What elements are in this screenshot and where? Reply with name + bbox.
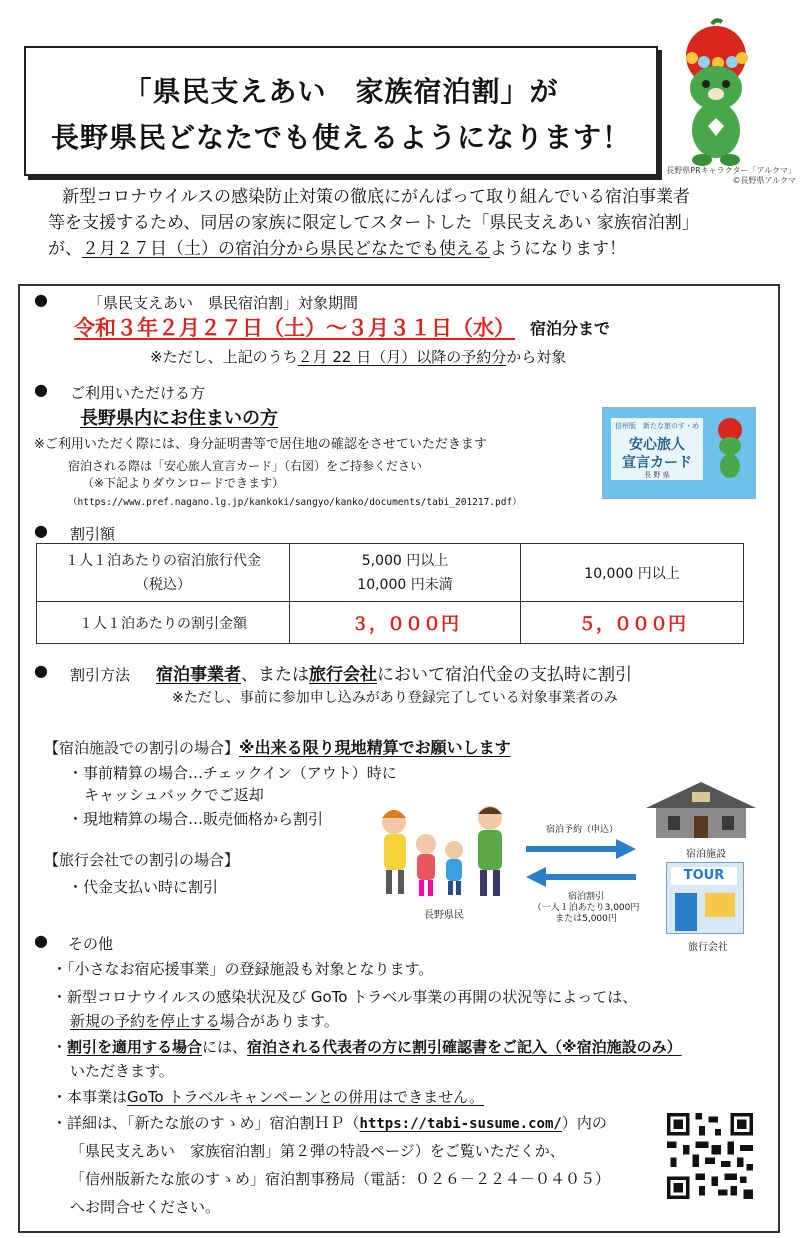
period-note-post: から対象: [506, 348, 567, 366]
intro-line-3-pre: が、: [48, 239, 82, 259]
method-text: [156, 660, 632, 685]
method-text-b: 、または: [241, 665, 309, 685]
agency-item-1: ・代金支払い時に割引: [68, 878, 219, 896]
safe-traveler-card: [602, 407, 756, 499]
travel-agency-icon: [666, 862, 744, 934]
other-item-5b: 「県民支えあい 家族宿泊割」第２弾の特設ページ）をご覧いただくか、: [70, 1142, 565, 1160]
other-bullet: ●: [34, 931, 48, 950]
title-line-1: 「県民支えあい 家族宿泊割」が: [123, 75, 559, 108]
method-text-c: 旅行会社: [309, 665, 377, 685]
tabi-susume-link[interactable]: https://tabi-susume.com/: [359, 1116, 562, 1132]
card-title-1: 安心旅人: [629, 437, 685, 453]
method-text-d: において宿泊代金の支払時に割引: [377, 665, 632, 685]
title-box: [24, 46, 658, 176]
hotel-icon: [646, 778, 756, 840]
table-cell: [290, 544, 521, 602]
other-item-4: [52, 1086, 484, 1107]
row1-col3: 10,000 円以上: [521, 544, 744, 602]
table-row: [37, 544, 744, 602]
other-item-3-ul2: 宿泊される代表者の方に割引確認書をご記入（※宿泊施設のみ）: [247, 1038, 682, 1056]
other-item-5-pre: ・詳細は、「新たな旅のすゝめ」宿泊割ＨＰ（: [52, 1114, 360, 1132]
eligible-note-2: 宿泊される際は「安心旅人宣言カード」（右図）をご持参ください: [68, 459, 423, 473]
discount-bullet: ●: [34, 521, 48, 540]
discount-arrow-icon: [526, 866, 636, 888]
row2-col2: ３，０００円: [290, 602, 521, 644]
family-illustration: [372, 800, 522, 904]
eligible-heading: ご利用いただける方: [70, 384, 206, 402]
row1-col2-a: 5,000 円以上: [361, 552, 449, 569]
eligible-bullet: ●: [34, 380, 48, 399]
other-item-4-pre: ・本事業は: [52, 1088, 128, 1106]
method-text-a: 宿泊事業者: [156, 665, 241, 685]
arrow-reserve-label: 宿泊予約（申込）: [546, 825, 619, 835]
other-item-3-ul1: 割引を適用する場合: [67, 1038, 203, 1056]
mascot-caption-1: 長野県PRキャラクター「アルクマ」: [666, 166, 796, 175]
facility-item-1: ・事前精算の場合…チェックイン（アウト）時に: [68, 764, 397, 782]
title-line-2: 長野県民どなたでも使えるようになります！: [50, 121, 631, 154]
other-item-5c: 「信州版新たな旅のすゝめ」宿泊割事務局（電話：０２６－２２４－０４０５）: [70, 1170, 611, 1188]
arrow-discount-1: 宿泊割引: [567, 892, 604, 902]
method-bullet: ●: [34, 661, 48, 680]
card-pref: 長 野 県: [644, 471, 670, 479]
intro-line-3-post: ようになります！: [490, 239, 626, 259]
period-heading: 「県民支えあい 県民宿泊割」対象期間: [88, 294, 359, 312]
agency-door: [675, 893, 697, 931]
intro-line-3-emphasis: ２月２７日（土）の宿泊分から県民どなたでも使える: [82, 239, 490, 259]
other-item-1: ・「小さなお宿応援事業」の登録施設も対象となります。: [52, 960, 434, 978]
other-item-3-bullet: ・: [52, 1038, 68, 1056]
other-item-3: [52, 1036, 682, 1057]
other-item-2b: [70, 1010, 339, 1031]
other-item-2b-post: 場合があります。: [220, 1012, 339, 1030]
other-item-2b-ul: 新規の予約を停止する: [70, 1012, 221, 1030]
arrow-discount-3: または5,000円: [555, 914, 617, 924]
facility-heading: [44, 735, 511, 758]
table-row: [37, 602, 744, 644]
method-note: ※ただし、事前に参加申し込みがあり登録完了している対象事業者のみ: [172, 690, 618, 706]
row1-col2-b: 10,000 円未満: [357, 576, 453, 593]
agency-label-diagram: 旅行会社: [688, 942, 728, 953]
other-item-5: [52, 1112, 607, 1133]
agency-window: [705, 893, 735, 917]
row1-label-2: （税込）: [135, 576, 191, 593]
other-item-5d: へお問合せください。: [70, 1198, 221, 1216]
discount-heading: 割引額: [70, 525, 116, 543]
other-item-3b: いただきます。: [70, 1062, 174, 1080]
card-panel: [611, 418, 703, 480]
mascot-caption-2: ©長野県アルクマ: [732, 176, 796, 185]
hotel-label: 宿泊施設: [686, 849, 726, 860]
period-dates-suffix: 宿泊分まで: [530, 319, 611, 338]
intro-paragraph: [48, 184, 768, 262]
period-bullet: ●: [34, 290, 48, 309]
row1-label-1: １人１泊あたりの宿泊旅行代金: [65, 552, 261, 569]
other-item-2: ・新型コロナウイルスの感染状況及び GoTo トラベル事業の再開の状況等によっては、: [52, 988, 638, 1006]
facility-item-2: ・現地精算の場合…販売価格から割引: [68, 810, 324, 828]
card-title-2: 宣言カード: [622, 455, 692, 471]
facility-emphasis: ※出来る限り現地精算でお願いします: [239, 738, 511, 757]
other-item-4-ul: GoTo トラベルキャンペーンとの併用はできません。: [127, 1088, 484, 1106]
agency-label: 【旅行会社での割引の場合】: [44, 851, 240, 869]
mascot-illustration: [668, 18, 764, 168]
qr-code-icon[interactable]: [664, 1110, 756, 1202]
reserve-arrow-icon: [526, 838, 636, 860]
table-cell: [37, 544, 290, 602]
period-note-pre: ※ただし、上記のうち: [150, 348, 298, 366]
eligible-note-3: （※下記よりダウンロードできます）: [82, 476, 285, 490]
tour-sign: TOUR: [671, 867, 737, 885]
card-download-link[interactable]: （https://www.pref.nagano.lg.jp/kankoki/sangyo/kanko/documents/tabi_201217.pdf）: [68, 497, 522, 508]
facility-label: 【宿泊施設での割引の場合】: [44, 739, 240, 757]
method-heading: 割引方法: [70, 666, 131, 684]
eligible-target: 長野県内にお住まいの方: [80, 408, 278, 429]
period-note: [150, 346, 566, 367]
family-label: 長野県民: [424, 910, 464, 921]
arrow-discount-2: （一人１泊あたり3,000円: [532, 903, 640, 913]
row2-col3: ５，０００円: [521, 602, 744, 644]
period-dates: 令和３年２月２７日（土）～３月３１日（水）: [74, 316, 515, 340]
card-top-text: 信州版 新たな旅のす・め: [615, 422, 699, 430]
arrow-discount-label: [526, 892, 646, 925]
other-item-5-post: ）内の: [561, 1114, 607, 1132]
intro-line-2: 等を支援するため、同居の家族に限定してスタートした「県民支えあい 家族宿泊割」: [48, 213, 699, 233]
mascot-caption: [664, 166, 796, 186]
period-note-emphasis: ２月 22 日（月）以降の予約分: [297, 348, 507, 366]
eligible-note-1: ※ご利用いただく際には、身分証明書等で居住地の確認をさせていただきます: [34, 437, 487, 452]
other-heading: その他: [68, 935, 114, 953]
intro-line-1: 新型コロナウイルスの感染防止対策の徹底にがんばって取り組んでいる宿泊事業者: [62, 187, 690, 207]
facility-item-1b: キャッシュバックでご返却: [84, 786, 264, 804]
other-item-3-mid: には、: [202, 1038, 248, 1056]
discount-table: [36, 543, 744, 644]
row2-label: １人１泊あたりの割引金額: [37, 602, 290, 644]
card-mascot-icon: [711, 416, 749, 480]
intro-line-3: [48, 236, 768, 262]
